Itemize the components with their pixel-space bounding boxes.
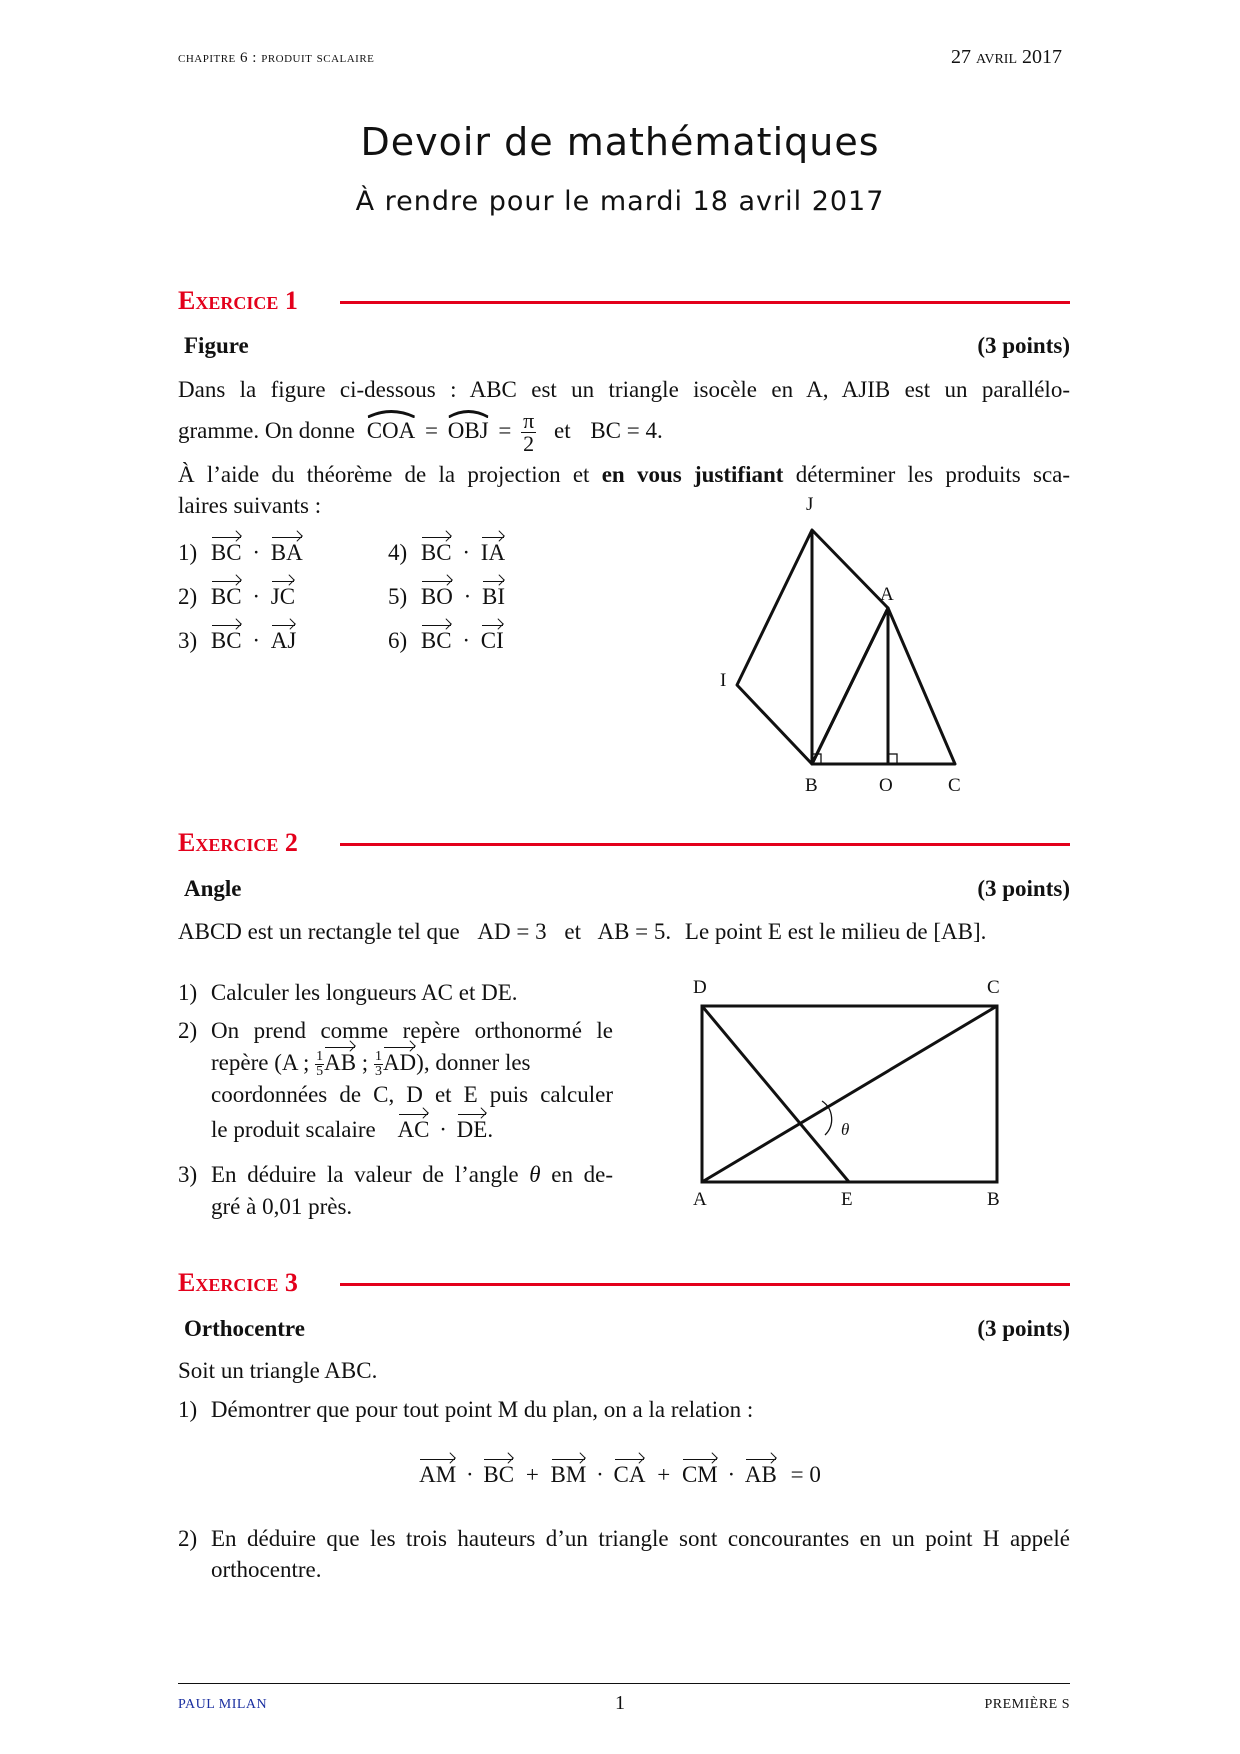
label-b2: B xyxy=(987,1189,1000,1210)
label-e: E xyxy=(841,1189,853,1210)
dot-operator: · xyxy=(462,628,471,653)
dot-operator: · xyxy=(463,584,472,609)
label-d: D xyxy=(693,977,707,998)
exercise-1-heading: Exercice 1 xyxy=(178,286,298,315)
vector-ab2: AB xyxy=(744,1462,777,1487)
vector-u: BC xyxy=(420,628,452,653)
vector-bc: BC xyxy=(483,1462,515,1487)
vector-am: AM xyxy=(419,1462,457,1487)
figure-triangle-parallelogram xyxy=(700,490,980,810)
q3-line2: gré à 0,01 près. xyxy=(211,1194,353,1219)
exercise-3-rule xyxy=(340,1283,1070,1286)
label-o: O xyxy=(879,775,893,796)
frac-den: 2 xyxy=(523,431,535,456)
vector-u: BC xyxy=(210,584,242,609)
angle-coa xyxy=(367,418,416,444)
item-number: 6) xyxy=(388,628,408,653)
vector-ca: CA xyxy=(613,1462,646,1487)
q2-produit: le produit scalaire xyxy=(211,1117,376,1142)
exercise-2-intro xyxy=(178,919,986,945)
intro-ad: AD = 3 xyxy=(477,919,547,944)
product-item-2 xyxy=(178,584,295,610)
et-word: et xyxy=(553,417,571,443)
vector-v: IA xyxy=(480,540,506,565)
q3-line1 xyxy=(211,1162,613,1188)
running-header-chapter: chapitre 6 : produit scalaire xyxy=(178,50,375,66)
item-number: 5) xyxy=(388,584,408,609)
product-item-4 xyxy=(388,540,505,566)
q3-b: en de- xyxy=(551,1162,614,1187)
exercise-3-topic: Orthocentre xyxy=(184,1316,305,1341)
angle-obj-label: OBJ xyxy=(447,417,489,443)
vector-u: BC xyxy=(210,628,242,653)
exercise-3-points: (3 points) xyxy=(977,1316,1070,1341)
product-item-1 xyxy=(178,540,303,566)
diagonal-ac xyxy=(702,1006,997,1182)
vector-v: CI xyxy=(480,628,504,653)
vector-u: BC xyxy=(210,540,242,565)
q-number: 1) xyxy=(178,980,198,1005)
exercise-2-points: (3 points) xyxy=(977,876,1070,901)
label-j: J xyxy=(806,494,814,515)
q2-line2 xyxy=(211,1050,613,1079)
item-number: 2) xyxy=(178,584,198,609)
intro-a: ABCD est un rectangle tel que xyxy=(178,919,460,944)
exercise-2-rule xyxy=(340,843,1070,846)
pi-over-two xyxy=(521,410,536,455)
dot-operator: · xyxy=(439,1117,447,1142)
instruction-bold: en vous justifiant xyxy=(601,462,784,487)
exercise-3-q2-line1: En déduire que les trois hauteurs d’un triangle sont concourantes en un point H appelé xyxy=(211,1526,1070,1551)
product-item-6 xyxy=(388,628,504,654)
vector-v: AJ xyxy=(270,628,297,653)
equals-sign: = xyxy=(425,417,438,443)
q3-number: 3) xyxy=(178,1162,198,1187)
label-i: I xyxy=(720,670,727,691)
intro-e: Le point E est le milieu de [AB]. xyxy=(684,919,987,944)
exercise-2-topic: Angle xyxy=(184,876,242,901)
dot-operator: · xyxy=(465,1462,474,1487)
item-number: 1) xyxy=(178,540,198,565)
exercise-2-q1 xyxy=(178,980,518,1006)
dot-operator: · xyxy=(727,1462,736,1487)
fraction-one-fifth xyxy=(315,1050,324,1079)
footer-page-number: 1 xyxy=(615,1692,625,1714)
q2-frame xyxy=(211,1050,531,1079)
exercise-3-q2-line2: orthocentre. xyxy=(211,1557,322,1582)
exercise-1-topic: Figure xyxy=(184,333,249,358)
intro-ab: AB = 5. xyxy=(597,919,672,944)
label-theta: θ xyxy=(841,1120,850,1139)
plus-operator: + xyxy=(525,1462,539,1487)
orthocentre-formula xyxy=(0,1462,1240,1488)
angle-obj xyxy=(448,418,489,444)
vector-cm: CM xyxy=(681,1462,718,1487)
q-text: Calculer les longueurs AC et DE. xyxy=(210,980,518,1005)
frac-num: π xyxy=(523,408,535,433)
header-date-text: 27 avril 2017 xyxy=(951,46,1062,68)
q-text: Démontrer que pour tout point M du plan, on a la relation : xyxy=(210,1397,754,1422)
vector-u: BC xyxy=(420,540,452,565)
exercise-1-rule xyxy=(340,301,1070,304)
item-number: 3) xyxy=(178,628,198,653)
separator: ; xyxy=(361,1050,369,1075)
q2-line2-tail: ), donner les xyxy=(416,1050,531,1075)
q2-number: 2) xyxy=(178,1018,198,1043)
vector-bm: BM xyxy=(550,1462,587,1487)
instruction-pre: À l’aide du théorème de la projection et xyxy=(178,462,590,487)
dot-operator: · xyxy=(596,1462,604,1487)
label-b: B xyxy=(805,775,818,796)
exercise-1-instruction xyxy=(178,462,1070,488)
exercise-2-heading: Exercice 2 xyxy=(178,828,298,857)
equals-sign: = xyxy=(498,417,512,443)
exercise-3-q1 xyxy=(178,1397,753,1423)
dot-operator: · xyxy=(252,540,261,565)
frac-num: 1 xyxy=(374,1049,382,1065)
vector-ac: AC xyxy=(397,1117,430,1142)
vector-de: DE xyxy=(456,1117,488,1142)
plus-operator: + xyxy=(657,1462,671,1487)
q2-repere: repère (A ; xyxy=(211,1050,310,1075)
dot-operator: · xyxy=(462,540,471,565)
vector-ab: AB xyxy=(324,1050,357,1075)
exercise-1-points: (3 points) xyxy=(977,333,1070,358)
page-title: Devoir de mathématiques xyxy=(360,120,880,164)
exercise-1-text-line1: Dans la figure ci-dessous : ABC est un triangle isocèle en A, AJIB est un parallélo- xyxy=(178,377,1070,402)
segment-de xyxy=(702,1006,849,1182)
product-item-3 xyxy=(178,628,296,654)
footer-rule xyxy=(178,1683,1070,1684)
label-a2: A xyxy=(693,1189,707,1210)
dot-operator: · xyxy=(252,584,261,609)
q2-line4 xyxy=(211,1117,493,1143)
q2-line3: coordonnées de C, D et E puis calculer xyxy=(211,1082,613,1107)
q2-line1: On prend comme repère orthonormé le xyxy=(211,1018,613,1043)
page-subtitle: À rendre pour le mardi 18 avril 2017 xyxy=(355,186,885,217)
q3-a: En déduire la valeur de l’angle xyxy=(211,1162,519,1187)
equals-zero: = 0 xyxy=(790,1462,821,1487)
q-number: 1) xyxy=(178,1397,198,1422)
givens-intro: gramme. On donne xyxy=(178,417,355,443)
vector-v: JC xyxy=(270,584,296,609)
exercise-3-intro: Soit un triangle ABC. xyxy=(178,1358,378,1383)
vector-v: BA xyxy=(270,540,303,565)
exercise-3-heading: Exercice 3 xyxy=(178,1268,298,1297)
product-item-5 xyxy=(388,584,505,610)
figure-rectangle xyxy=(680,970,1020,1210)
exercise-1-text-line2 xyxy=(178,410,663,455)
dot-operator: · xyxy=(252,628,261,653)
vector-ad: AD xyxy=(382,1050,417,1075)
frac-num: 1 xyxy=(316,1049,324,1065)
vector-v: BI xyxy=(482,584,506,609)
triangle-abc xyxy=(812,608,955,764)
label-a: A xyxy=(880,584,894,605)
footer-author: PAUL MILAN xyxy=(178,1697,268,1712)
q2-period: . xyxy=(487,1117,494,1142)
angle-coa-label: COA xyxy=(366,417,416,443)
item-number: 4) xyxy=(388,540,408,565)
label-c: C xyxy=(948,775,961,796)
exercise-3-q2-number: 2) xyxy=(178,1526,198,1551)
bc-value: BC = 4. xyxy=(590,417,663,443)
label-c2: C xyxy=(987,977,1000,998)
frac-den: 5 xyxy=(316,1064,324,1080)
instruction-post: déterminer les produits sca- xyxy=(795,462,1071,487)
intro-et: et xyxy=(564,919,581,944)
fraction-one-third xyxy=(374,1050,383,1079)
frac-den: 3 xyxy=(374,1064,382,1080)
theta-symbol: θ xyxy=(529,1162,541,1187)
footer-class: PREMIÈRE S xyxy=(984,1697,1070,1712)
vector-u: BO xyxy=(420,584,453,609)
running-header-date xyxy=(951,46,1062,69)
exercise-1-instruction-line2: laires suivants : xyxy=(178,493,322,518)
